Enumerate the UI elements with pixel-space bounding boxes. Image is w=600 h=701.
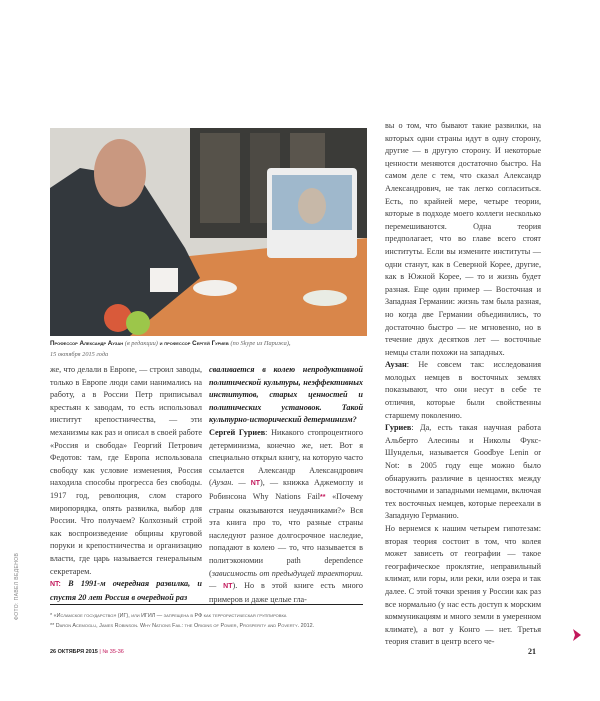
question [50,578,202,604]
text-column-2 [209,364,363,606]
speaker-name: Гуриев [385,423,412,433]
footnote-ref: ** [320,493,326,501]
paragraph: же, что делали в Европе, — строил заводы, только в Европе люди сами нанимались на работу, а в России Петр приписывал крестьян к заводам, то есть использовал институт крепостничества, — эти механизмы как раз и описал в своей работе «Россия и свобода» Георгий Петрович Федотов: там, где Европа использовала свободу как условие изменения, Россия находила способы прогресса без свободы. 1917 год, революция, слом старого миропорядка, опять развилка, выбор для России. Что получаем? Колхозный строй как воспроизведение общины круговой поруки и крепостничества и организацию власти, где царь называется генеральным секретарем. [50,365,202,576]
text-column-1 [50,364,202,604]
paragraph: Но вернемся к нашим четырем гипотезам: вторая теория состоит в том, что колея может зависеть от географии — такое географическое проклятие, неправильный климат, или горы, или реки, или озера и так далее. С этой точки зрения у России как раз все нормально (у нас есть доступ к морским коммуникациям и много земли в умеренном климате), а вот у Конго — нет. Третья теория ставит в центр всего че- [385,524,541,647]
caption-name-guriev: профессор Сергей Гуриев [164,340,229,347]
caption-conjunction: и [157,340,165,347]
caption-punct: , [288,340,291,347]
speaker-name: Аузан [385,360,407,370]
text: : Не совсем так: исследования молодых немцев в восточных землях показывают, что они несут в себе те отличия, которые были свойственны старшему поколению. [385,360,541,420]
speaker-name: Сергей Гуриев [209,427,266,437]
next-page-arrow-icon[interactable] [571,628,583,642]
interview-photo [50,128,367,336]
nt-label: NT [223,583,233,591]
text: ), — книжка Аджемоглу и Робинсона Why Nations Fail [209,478,363,501]
caption-note: (по Skype из Парижа) [230,340,289,347]
footnote-2: ** Daron Acemoglu, James Robinson. Why Nations Fail: the Origins of Power, Prosperity and Poverty. 2012. [50,623,315,629]
nt-label: NT: [50,581,61,589]
caption-note: (в редакции) [124,340,158,347]
caption-line [50,338,380,349]
page-number: 21 [528,647,536,656]
text: : Да, есть такая научная работа Альберто Алесины и Николы Фукс-Шундельн, называется Goodbye Lenin or Not: в 2005 году еще можно было обнаружить различие в ценностях между восточными и западными немцами, включая тех восточных немцев, которые переехали в Западную Германию. [385,423,541,521]
question-text: В 1991-м очередная развилка, и спустя 20 лет Россия в очередной раз [50,579,202,602]
text: : Никакого стопроцентного детерминизма, конечно же, нет. Вот я специально открыл книгу, на которую часто ссылается Александр Александрович ( [209,427,363,488]
text: ). Но в этой книге есть много примеров и даже целые гла- [209,581,364,604]
paragraph: вы о том, что бывают такие развилки, на которых одни страны идут в одну сторону, другие — в другую сторону. И некоторые ценности меняются достаточно быстро. На самом деле с тем, что сказал Александр Александрович, не так легко согласиться. Есть, по крайней мере, четыре теории, которые в подходе моего коллеги несколько перемешиваются. Одна теория предполагает, что во главе всего стоят институты. Если вы измените институты — одни станут, как в Северной Корее, другие, как в Южной Корее, — то и жизнь будет разная. Еще один пример — Восточная и Западная Германии: жизнь там была разная, но когда две Германии объединились, то достаточно быстро — не мгновенно, но в течение двух десятков лет — восточные немцы стали похожи на западных. [385,121,541,357]
issue-number: № 35-36 [102,649,124,655]
page-footer [50,649,124,655]
footnote-1: * «Исламское государство» (ИГ), или ИГИЛ — запрещена в РФ как террористическая группировка [50,613,287,619]
paragraph [385,422,541,523]
text-column-3 [385,120,541,649]
question-text: сваливается в колею непродуктивной политической культуры, неэффективных институтов, старых ценностей и политических установок. Такой культурно-исторический детерминизм? [209,365,363,425]
caption-name-auzan: Профессор Александр Аузан [50,340,124,347]
footnote-divider [50,604,363,605]
caption-date: 15 октября 2015 года [50,351,109,358]
separator: | [97,649,103,655]
photo-credit: ФОТО: ПАВЕЛ ВЕДЕНОВ [14,552,20,620]
photo-caption [50,338,380,360]
editor-note: зависимость от предыдущей траектории. — [209,568,363,591]
paragraph [385,359,541,422]
editor-note: Аузан. — [211,478,251,488]
nt-label: NT [250,480,261,488]
text: «Почему страны оказываются неудачниками?» Вся эта книга про то, что разные страны наследуют разное долгосрочное наследие, попадают в колею — то, что называется в политэкономии path dependence ( [209,491,363,578]
issue-date: 26 ОКТЯБРЯ 2015 [50,649,98,655]
paragraph [209,427,363,606]
